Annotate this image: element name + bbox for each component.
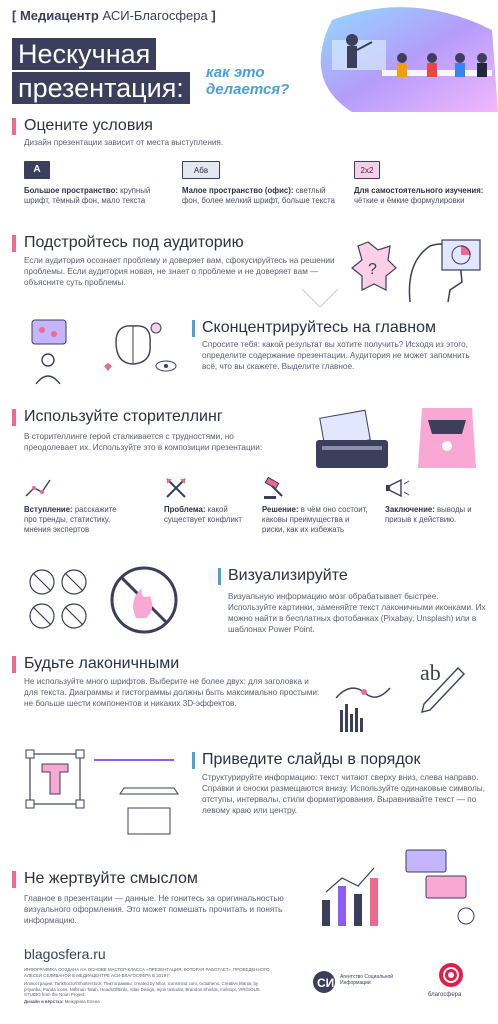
swords-icon (164, 476, 188, 500)
page-title-line2: презентация: (12, 72, 190, 104)
section-marker (192, 320, 195, 337)
bar-chart-bulb-icon (316, 840, 488, 930)
condition-large: Большое пространство: крупный шрифт, тёмный фон, мало текста (24, 186, 151, 205)
gavel-icon (262, 476, 286, 500)
tag-small-space: Абв (182, 161, 220, 179)
subtitle: как это делается? (206, 64, 290, 98)
order-text: Структурируйте информацию: текст читают сверху вниз, слева направо. Справки и сноски размещаются внизу. Используйте одинаковые символы, отступы, интервалы, стили форматирования. Выравнивайте текст — по левому краю или центру. (202, 773, 485, 815)
typewriter-hero-icon (312, 398, 488, 472)
section-title-meaning: Не жертвуйте смыслом (24, 870, 198, 887)
section-marker (12, 871, 16, 888)
credit-text: ИНФОГРАФИКА СОЗДАНА НА ОСНОВЕ МАСТЕР-КЛАССА «ПРЕЗЕНТАЦИЯ, КОТОРАЯ РАБОТАЕТ», ПРОВЕДЕННОГО АЛЕСЕЙ СЕЛИВАНОЙ В МЕДИАЦЕНТРЕ АСИ-БЛАГОСФЕРА В 2019 Г. (24, 967, 270, 978)
condition-self: Для самостоятельного изучения: чёткие и ёмкие формулировки (354, 186, 484, 205)
illustrations-credit: Иллюстрации: Tarikhoctor/Shutterstock. Пиктограммы: created by Nhor, iconsmind.com, cictiaheno, Creative Mania, by priyanka, Panda icons, Nithinan Tatah, HeadsOfBirds, Atlas Design, Iejon tastudar, Brandon Shields, !nektop!, VIRGIOUS STUDIO from the Noun Project. (24, 981, 260, 997)
line-chart-icon (24, 478, 52, 498)
svg-text:ab: ab (420, 660, 441, 685)
svg-text:СИ: СИ (317, 976, 335, 990)
brain-icon (26, 312, 186, 386)
megaphone-icon (385, 476, 411, 500)
page-title-line1: Нескучная (12, 38, 156, 70)
chevron-down-icon (300, 287, 340, 311)
section-marker (12, 409, 16, 426)
site-link[interactable]: blagosfera.ru (24, 946, 106, 962)
text-tool-icon (24, 748, 194, 840)
section-title-visual: Визуализируйте (228, 567, 348, 584)
section-marker (12, 656, 16, 673)
story-intro: Вступление: расскажите про тренды, статистику, мнения экспертов (24, 505, 117, 534)
section-title-concise: Будьте лаконичными (24, 655, 180, 672)
section-marker (12, 235, 16, 252)
section-title-story: Используйте сторителлинг (24, 408, 223, 425)
visual-text: Визуальную информацию мозг обрабатывает быстрее. Используйте картинки, заменяйте текст лаконичными иконками. Их можно найти в бесплатных фотобанках (Pixabay, Unsplash) или в шаблонах Power Point. (228, 592, 486, 634)
focus-text: Спросите тебя: какой результат вы хотите получить? Исходя из этого, определите содержание презентации. Аудитория не может запомнить всё, что вы скажете. Выделите главное. (202, 340, 470, 371)
section-marker (12, 118, 16, 135)
svg-text:?: ? (368, 261, 377, 278)
story-solution: Решение: в чём оно состоит, каковы преимущества и риски, как их избежать (262, 505, 368, 534)
blagosfera-logo-text: благосфера (428, 992, 462, 998)
conditions-text: Дизайн презентации зависит от места выступления. (24, 138, 224, 147)
question-head-icon (350, 232, 490, 306)
story-problem: Проблема: какой существует конфликт (164, 505, 242, 524)
hero-illustration (292, 0, 498, 112)
brand-header: [ Медиацентр АСИ-Благосфера ] (12, 8, 216, 23)
section-title-audience: Подстройтесь под аудиторию (24, 234, 244, 251)
design-credit: Дизайн и вёрстка: Межурина Елена (24, 999, 100, 1004)
section-title-order: Приведите слайды в порядок (202, 751, 421, 768)
tag-large-space: A (24, 161, 50, 179)
asi-logo-icon (312, 970, 336, 994)
forbidden-icons (24, 566, 214, 636)
audience-text: Если аудитория осознает проблему и доверяет вам, сфокусируйтесь на решении проблемы. Если аудитория новая, не знает о проблеме и не доверяет вам — объясните суть проблемы. (24, 256, 335, 287)
section-marker (218, 568, 221, 585)
condition-small: Малое пространство (офис): светлый фон, более мелкий шрифт, больше текста (182, 186, 335, 205)
asi-logo-text: Агентство Социальной Информации (340, 974, 394, 986)
blagosfera-logo-icon (438, 962, 464, 988)
concise-text: Не используйте много шрифтов. Выберите не более двух: для заголовка и для текста. Диаграммы и гистограммы должны быть максимально простыми: не больше шести компонентов и никаких 3D-эффектов. (24, 677, 320, 708)
story-text: В сторителлинге герой сталкивается с трудностями, но преодолевает их. Используйте это в композиции презентации: (24, 432, 263, 452)
tag-self-study: 2x2 (354, 161, 380, 179)
section-title-conditions: Оцените условия (24, 117, 153, 134)
meaning-text: Главное в презентации — данные. Не гонитесь за оригинальностью визуального оформления. Это может помешать прочитать и понять информацию. (24, 894, 284, 925)
section-marker (192, 752, 195, 769)
section-title-focus: Сконцентрируйтесь на главном (202, 319, 436, 336)
story-conclusion: Заключение: выводы и призыв к действию. (385, 505, 472, 524)
font-chart-icon (330, 652, 490, 736)
